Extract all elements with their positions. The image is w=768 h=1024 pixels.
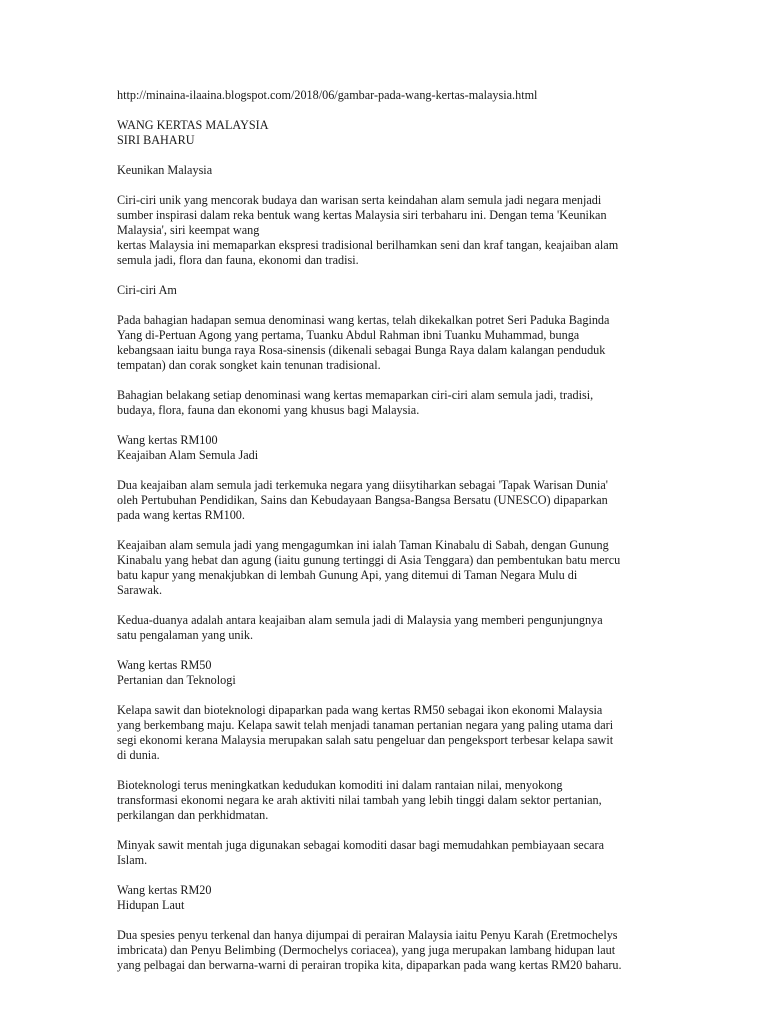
document-title: WANG KERTAS MALAYSIA	[117, 118, 269, 132]
paragraph-line: tempatan) dan corak songket kain tenunan tradisional.	[117, 358, 381, 372]
paragraph-line: transformasi ekonomi negara ke arah aktiviti nilai tambah yang lebih tinggi dalam sektor pertanian,	[117, 793, 602, 807]
paragraph-line: Islam.	[117, 853, 148, 867]
paragraph-line: kebangsaan iaitu bunga raya Rosa-sinensis (dikenali sebagai Bunga Raya dalam kalangan penduduk	[117, 343, 606, 357]
section-subheading-rm50: Pertanian dan Teknologi	[117, 673, 236, 687]
paragraph-ciri-2	[117, 388, 653, 418]
section-heading-rm100: Wang kertas RM100	[117, 433, 218, 447]
paragraph-line: Ciri-ciri unik yang mencorak budaya dan warisan serta keindahan alam semula jadi negara menjadi	[117, 193, 602, 207]
paragraph-line: imbricata) dan Penyu Belimbing (Dermochelys coriacea), yang juga merupakan lambang hidupan laut	[117, 943, 616, 957]
section-heading-rm50: Wang kertas RM50	[117, 658, 212, 672]
document-subtitle: SIRI BAHARU	[117, 133, 195, 147]
paragraph-line: satu pengalaman yang unik.	[117, 628, 254, 642]
paragraph-rm100-3	[117, 613, 653, 643]
paragraph-rm20-1	[117, 928, 653, 973]
document-page	[117, 88, 653, 973]
paragraph-line: Keajaiban alam semula jadi yang mengagumkan ini ialah Taman Kinabalu di Sabah, dengan Gunung	[117, 538, 609, 552]
section-subheading-rm100: Keajaiban Alam Semula Jadi	[117, 448, 259, 462]
paragraph-line: di dunia.	[117, 748, 160, 762]
section-heading-rm20: Wang kertas RM20	[117, 883, 212, 897]
paragraph-rm100-1	[117, 478, 653, 523]
paragraph-line: Kedua-duanya adalah antara keajaiban alam semula jadi di Malaysia yang memberi pengunjungnya	[117, 613, 603, 627]
paragraph-intro	[117, 193, 653, 268]
paragraph-line: oleh Pertubuhan Pendidikan, Sains dan Kebudayaan Bangsa-Bangsa Bersatu (UNESCO) dipaparkan	[117, 493, 608, 507]
paragraph-line: segi ekonomi kerana Malaysia merupakan salah satu pengeluar dan pengeksport terbesar kelapa sawit	[117, 733, 614, 747]
paragraph-rm100-2	[117, 538, 653, 598]
section-heading-ciri: Ciri-ciri Am	[117, 283, 177, 297]
paragraph-rm50-2	[117, 778, 653, 823]
section-subheading-rm20: Hidupan Laut	[117, 898, 185, 912]
paragraph-rm50-3	[117, 838, 653, 868]
paragraph-line: budaya, flora, fauna dan ekonomi yang khusus bagi Malaysia.	[117, 403, 420, 417]
paragraph-line: perkilangan dan perkhidmatan.	[117, 808, 269, 822]
paragraph-line: Dua keajaiban alam semula jadi terkemuka negara yang diisytiharkan sebagai 'Tapak Warisan Dunia'	[117, 478, 608, 492]
paragraph-line: Kelapa sawit dan bioteknologi dipaparkan pada wang kertas RM50 sebagai ikon ekonomi Malaysia	[117, 703, 603, 717]
paragraph-line: semula jadi, flora dan fauna, ekonomi dan tradisi.	[117, 253, 359, 267]
paragraph-line: Sarawak.	[117, 583, 163, 597]
section-heading-keunikan: Keunikan Malaysia	[117, 163, 213, 177]
paragraph-ciri-1	[117, 313, 653, 373]
paragraph-line: Malaysia', siri keempat wang	[117, 223, 260, 237]
paragraph-line: Pada bahagian hadapan semua denominasi wang kertas, telah dikekalkan potret Seri Paduka Baginda	[117, 313, 610, 327]
paragraph-line: pada wang kertas RM100.	[117, 508, 245, 522]
paragraph-line: Minyak sawit mentah juga digunakan sebagai komoditi dasar bagi memudahkan pembiayaan secara	[117, 838, 605, 852]
paragraph-line: Yang di-Pertuan Agong yang pertama, Tuanku Abdul Rahman ibni Tuanku Muhammad, bunga	[117, 328, 580, 342]
paragraph-line: Dua spesies penyu terkenal dan hanya dijumpai di perairan Malaysia iaitu Penyu Karah (Eretmochelys	[117, 928, 618, 942]
paragraph-line: batu kapur yang menakjubkan di lembah Gunung Api, yang ditemui di Taman Negara Mulu di	[117, 568, 578, 582]
paragraph-line: Bioteknologi terus meningkatkan kedudukan komoditi ini dalam rantaian nilai, menyokong	[117, 778, 563, 792]
source-url: http://minaina-ilaaina.blogspot.com/2018/06/gambar-pada-wang-kertas-malaysia.html	[117, 88, 538, 102]
paragraph-line: sumber inspirasi dalam reka bentuk wang kertas Malaysia siri terbaharu ini. Dengan tema 'Keunikan	[117, 208, 607, 222]
paragraph-line: Bahagian belakang setiap denominasi wang kertas memaparkan ciri-ciri alam semula jadi, tradisi,	[117, 388, 594, 402]
paragraph-line: Kinabalu yang hebat dan agung (iaitu gunung tertinggi di Asia Tenggara) dan pembentukan batu mercu	[117, 553, 621, 567]
paragraph-line: yang berkembang maju. Kelapa sawit telah menjadi tanaman pertanian negara yang paling utama dari	[117, 718, 614, 732]
paragraph-rm50-1	[117, 703, 653, 763]
paragraph-line: kertas Malaysia ini memaparkan ekspresi tradisional berilhamkan seni dan kraf tangan, keajaiban alam	[117, 238, 619, 252]
paragraph-line: yang pelbagai dan berwarna-warni di perairan tropika kita, dipaparkan pada wang kertas RM20 baharu.	[117, 958, 622, 972]
